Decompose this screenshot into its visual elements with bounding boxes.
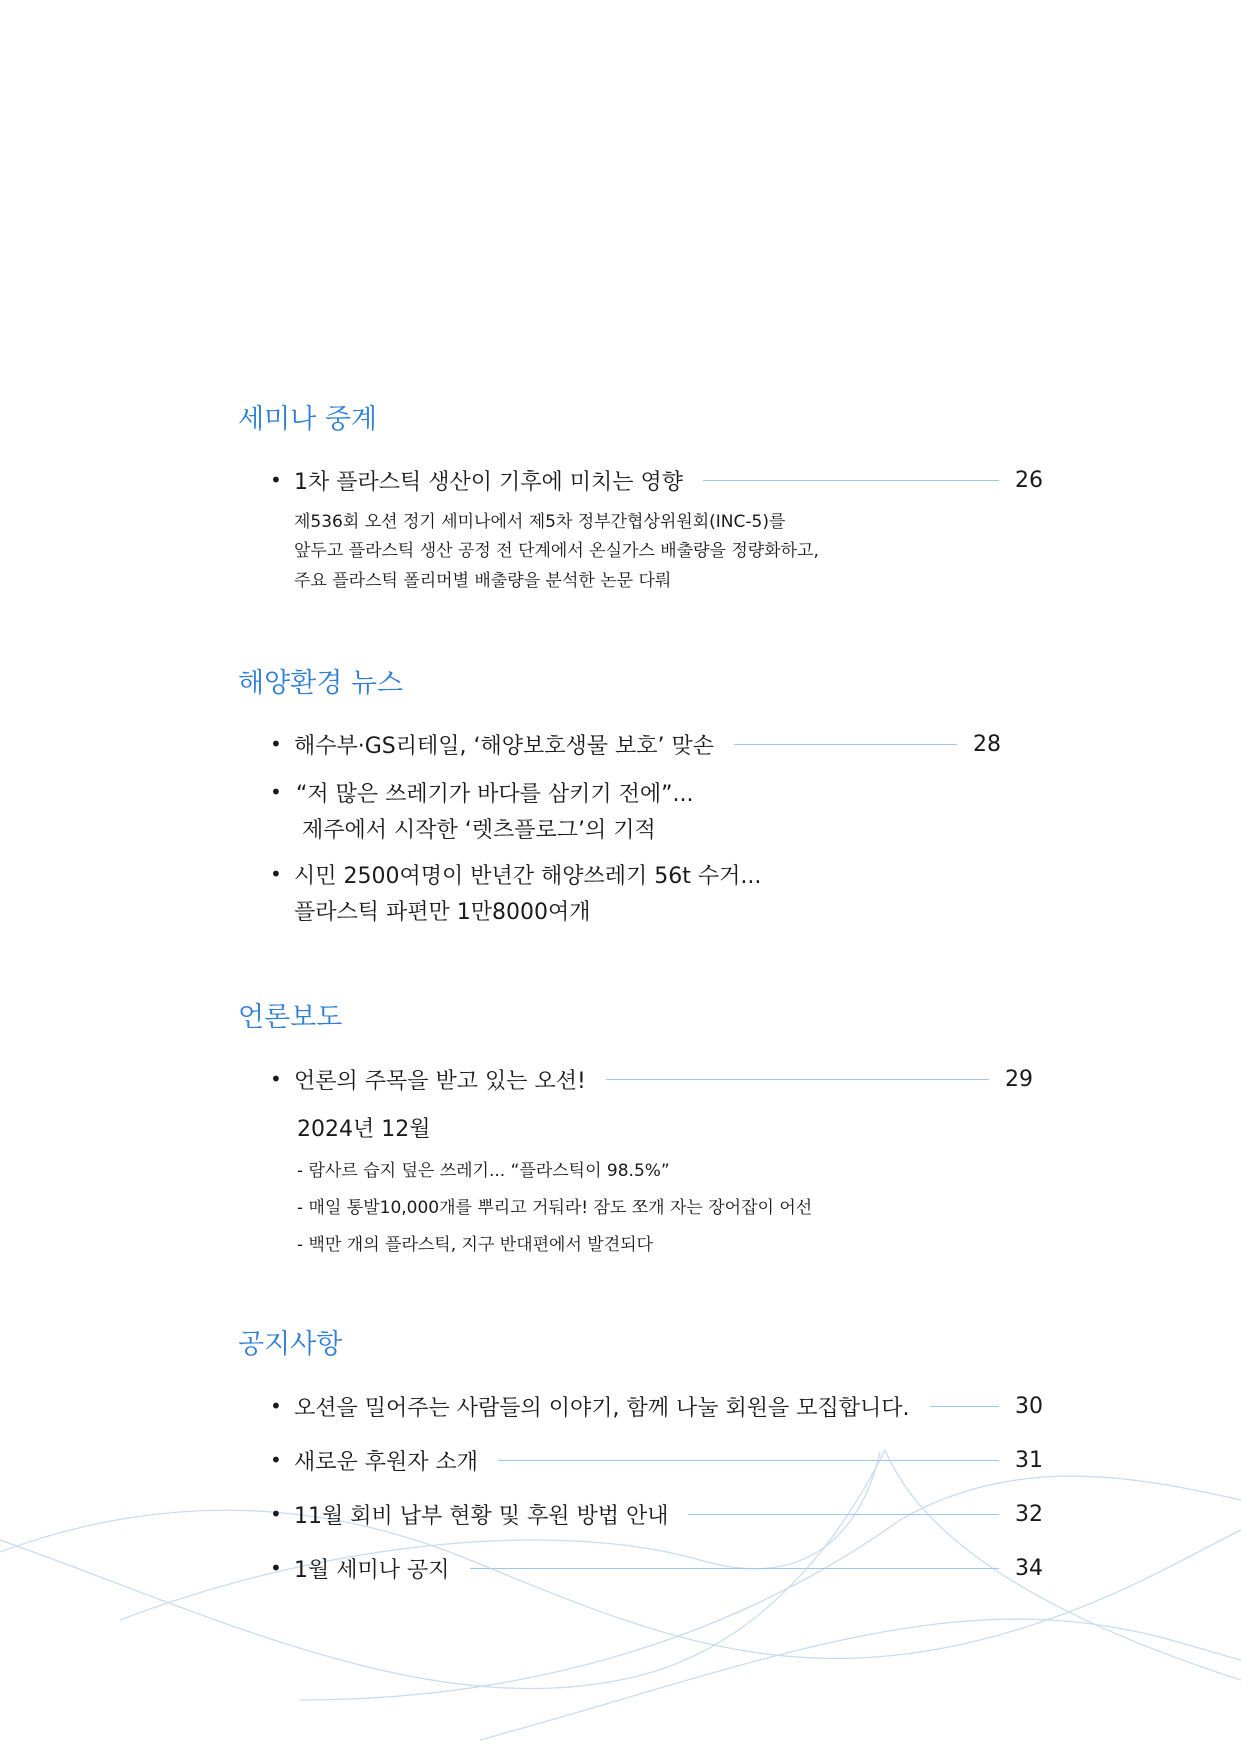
bullet: • [270, 780, 282, 804]
bullet: • [270, 862, 282, 886]
toc-entry-notice[interactable] [270, 1389, 1043, 1423]
bullet: • [270, 468, 282, 492]
bullet: • [270, 1448, 282, 1472]
page-number: 28 [973, 731, 1001, 757]
toc-entry-title: 새로운 후원자 소개 [294, 1449, 479, 1475]
page-number: 31 [1015, 1447, 1043, 1473]
seminar-description-line: 앞두고 플라스틱 생산 공정 전 단계에서 온실가스 배출량을 정량화하고, [294, 541, 819, 561]
toc-entry-title: 1차 플라스틱 생산이 기후에 미치는 영향 [294, 469, 683, 495]
toc-entry-notice[interactable] [270, 1497, 1043, 1531]
toc-entry-notice[interactable] [270, 1443, 1043, 1477]
press-date: 2024년 12월 [297, 1117, 431, 1142]
page-number: 34 [1015, 1555, 1043, 1581]
toc-entry-title: 오션을 밀어주는 사람들의 이야기, 함께 나눌 회원을 모집합니다. [294, 1395, 910, 1421]
page-number: 26 [1015, 467, 1043, 493]
leader-line [734, 744, 957, 745]
toc-entry-title: 언론의 주목을 받고 있는 오션! [294, 1068, 586, 1094]
section-heading-notice: 공지사항 [238, 1329, 343, 1360]
news-item-line[interactable]: 플라스틱 파편만 1만8000여개 [294, 900, 591, 925]
page-number: 30 [1015, 1393, 1043, 1419]
press-article[interactable]: - 매일 통발10,000개를 뿌리고 거둬라! 잠도 쪼개 자는 장어잡이 어선 [297, 1198, 813, 1218]
leader-line [498, 1460, 999, 1461]
toc-entry-title: 1월 세미나 공지 [294, 1557, 450, 1583]
section-heading-seminar: 세미나 중계 [238, 404, 377, 435]
leader-line [930, 1406, 1000, 1407]
bullet: • [270, 1394, 282, 1418]
news-item-line[interactable]: 제주에서 시작한 ‘렛츠플로그’의 기적 [302, 818, 656, 843]
press-article[interactable]: - 백만 개의 플라스틱, 지구 반대편에서 발견되다 [297, 1235, 653, 1255]
page-number: 32 [1015, 1501, 1043, 1527]
bullet: • [270, 732, 282, 756]
news-item-line[interactable]: 시민 2500여명이 반년간 해양쓰레기 56t 수거... [294, 864, 762, 889]
seminar-description-line: 주요 플라스틱 폴리머별 배출량을 분석한 논문 다뤄 [294, 571, 672, 591]
toc-entry-press[interactable] [270, 1062, 1033, 1096]
section-heading-ocean-news: 해양환경 뉴스 [238, 668, 404, 699]
section-heading-press: 언론보도 [238, 1002, 343, 1033]
bullet: • [270, 1556, 282, 1580]
toc-entry-notice[interactable] [270, 1551, 1043, 1585]
toc-entry-title: 11월 회비 납부 현황 및 후원 방법 안내 [294, 1503, 669, 1529]
toc-entry-title: 해수부·GS리테일, ‘해양보호생물 보호’ 맞손 [294, 733, 714, 759]
page-number: 29 [1005, 1066, 1033, 1092]
bullet: • [270, 1502, 282, 1526]
leader-line [703, 480, 999, 481]
leader-line [688, 1514, 999, 1515]
seminar-description-line: 제536회 오션 정기 세미나에서 제5차 정부간협상위원회(INC-5)를 [294, 512, 786, 532]
news-item-line[interactable]: “저 많은 쓰레기가 바다를 삼키기 전에”... [296, 782, 694, 807]
leader-line [606, 1079, 989, 1080]
leader-line [470, 1568, 1000, 1569]
toc-entry-seminar[interactable] [270, 463, 1043, 497]
bullet: • [270, 1067, 282, 1091]
press-article[interactable]: - 람사르 습지 덮은 쓰레기... “플라스틱이 98.5%” [297, 1161, 670, 1181]
toc-entry-ocean-news[interactable] [270, 727, 1001, 761]
